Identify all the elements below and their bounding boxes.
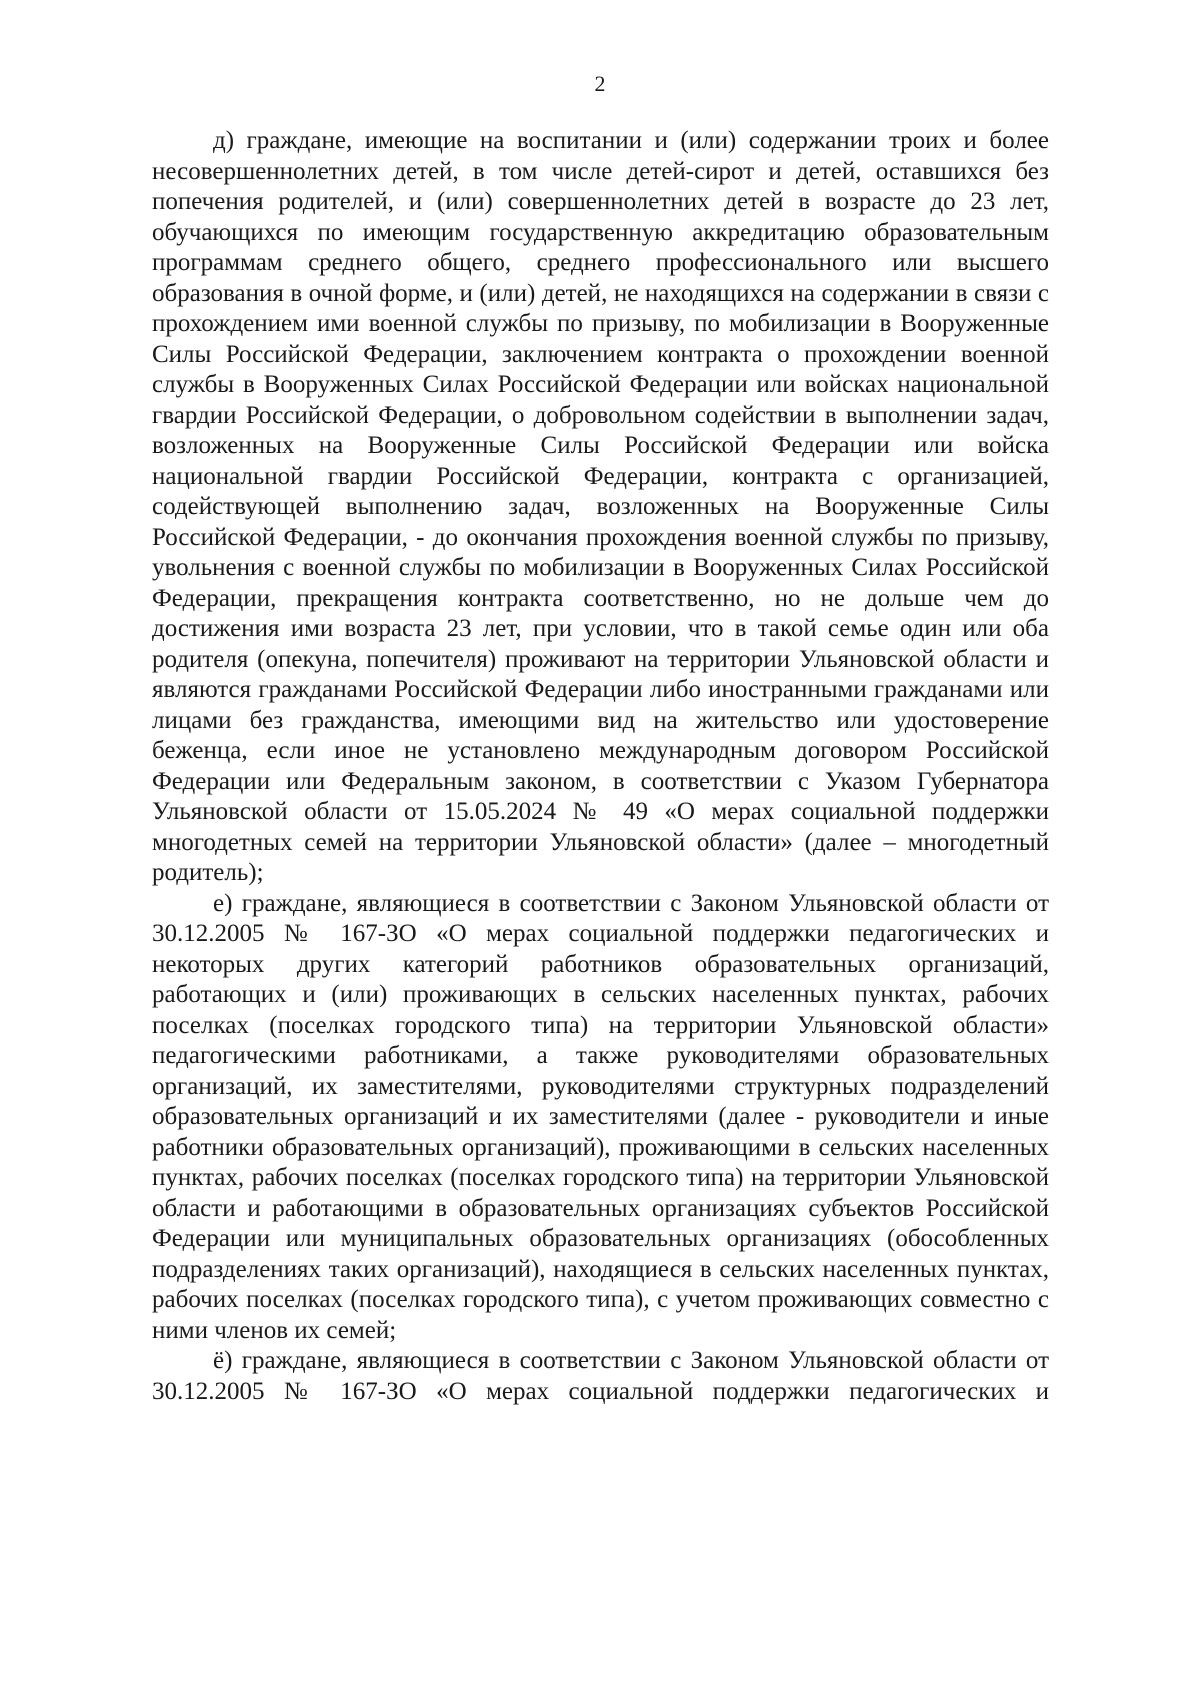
paragraph-yo: ё) граждане, являющиеся в соответствии с Законом Ульяновской области от 30.12.2005 № 167-ЗО «О мерах социальной поддержки педагогических и bbox=[152, 1347, 1049, 1405]
document-body bbox=[152, 126, 1049, 1407]
page-number: 2 bbox=[594, 71, 606, 96]
paragraph-d: д) граждане, имеющие на воспитании и (или) содержании троих и более несовершеннолетних детей, в том числе детей-сирот и детей, оставшихся без попечения родителей, и (или) совершеннолетних детей в возрасте до 23 лет, обучающихся по имеющим государственную аккредитацию образовательным программам среднего общего, среднего профессионального или высшего образования в очной форме, и (или) детей, не находящихся на содержании в связи с прохождением ими военной службы по призыву, по мобилизации в Вооруженные Силы Российской Федерации, заключением контракта о прохождении военной службы в Вооруженных Силах Российской Федерации или войсках национальной гвардии Российской Федерации, о добровольном содействии в выполнении задач, возложенных на Вооруженные Силы Российской Федерации или войска национальной гвардии Российской Федерации, контракта с организацией, содействующей выполнению задач, возложенных на Вооруженные Силы Российской Федерации, - до окончания прохождения военной службы по призыву, увольнения с военной службы по мобилизации в Вооруженных Силах Российской Федерации, прекращения контракта соответственно, но не дольше чем до достижения ими возраста 23 лет, при условии, что в такой семье один или оба родителя (опекуна, попечителя) проживают на территории Ульяновской области и являются гражданами Российской Федерации либо иностранными гражданами или лицами без гражданства, имеющими вид на жительство или удостоверение беженца, если иное не установлено международным договором Российской Федерации или Федеральным законом, в соответствии с Указом Губернатора Ульяновской области от 15.05.2024 № 49 «О мерах социальной поддержки многодетных семей на территории Ульяновской области» (далее – многодетный родитель); bbox=[152, 127, 1049, 886]
paragraph-e: е) граждане, являющиеся в соответствии с Законом Ульяновской области от 30.12.2005 № 167-ЗО «О мерах социальной поддержки педагогических и некоторых других категорий работников образовательных организаций, работающих и (или) проживающих в сельских населенных пунктах, рабочих поселках (поселках городского типа) на территории Ульяновской области» педагогическими работниками, а также руководителями образовательных организаций, их заместителями, руководителями структурных подразделений образовательных организаций и их заместителями (далее - руководители и иные работники образовательных организаций), проживающими в сельских населенных пунктах, рабочих поселках (поселках городского типа) на территории Ульяновской области и работающими в образовательных организациях субъектов Российской Федерации или муниципальных образовательных организациях (обособленных подразделениях таких организаций), находящиеся в сельских населенных пунктах, рабочих поселках (поселках городского типа), с учетом проживающих совместно с ними членов их семей; bbox=[152, 889, 1049, 1344]
